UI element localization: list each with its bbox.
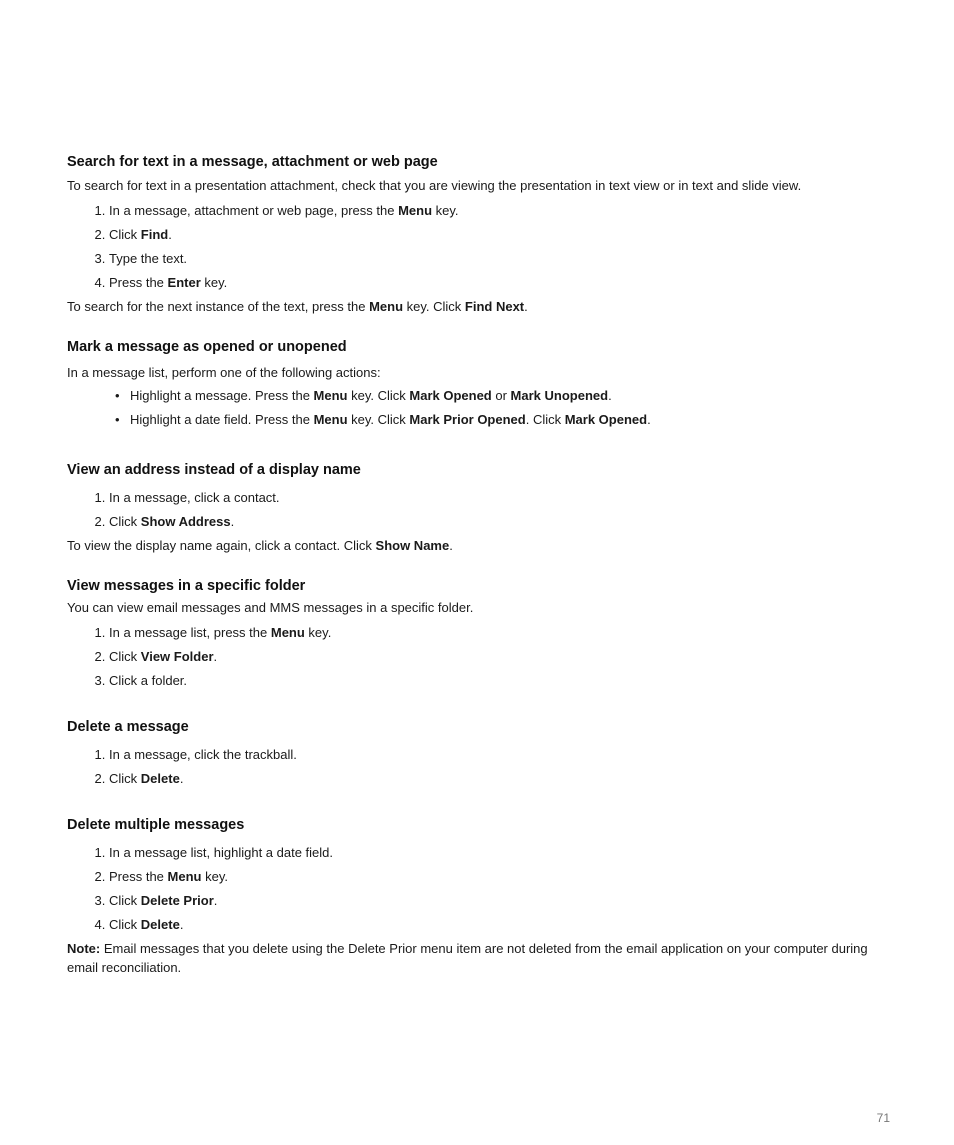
section-heading: Delete a message [67,719,189,735]
note-label: Note: [67,941,101,956]
list-item: 2. Click Show Address. [109,510,887,534]
section-heading: Search for text in a message, attachment or web page [67,154,438,170]
bullet-icon: • [115,412,120,427]
list-item: 2. Click Find. [109,223,887,247]
list-item: 1. In a message list, press the Menu key. [109,621,887,645]
section-intro: To search for text in a presentation attachment, check that you are viewing the presentation in text view or in text and slide view. [67,178,802,193]
list-item: 1. In a message list, highlight a date field. [109,841,887,865]
list-item: 3. Click Delete Prior. [109,889,887,913]
note-paragraph: Note: Email messages that you delete using the Delete Prior menu item are not deleted from the email application on your computer during email reconciliation. [67,941,868,975]
list-item: 4. Click Delete. [109,913,887,937]
steps-list [67,841,887,937]
list-item: 2. Click Delete. [109,767,887,791]
list-item: 1. In a message, attachment or web page, press the Menu key. [109,199,887,223]
list-item: 2. Click View Folder. [109,645,887,669]
list-item: 1. In a message, click the trackball. [109,743,887,767]
section-view-address [67,460,887,555]
section-heading: View an address instead of a display name [67,462,361,478]
list-item: 1. In a message, click a contact. [109,486,887,510]
bullet-icon: • [115,388,120,403]
steps-list [67,199,887,295]
list-item: 3. Type the text. [109,247,887,271]
section-followup: To view the display name again, click a contact. Click Show Name. [67,538,453,553]
page-number: 71 [876,1111,890,1125]
section-heading: Delete multiple messages [67,817,245,833]
list-item: • Highlight a date field. Press the Menu key. Click Mark Prior Opened. Click Mark Opened. [130,408,887,432]
list-item: 4. Press the Enter key. [109,271,887,295]
steps-list [67,621,887,693]
section-view-folder [67,576,887,693]
steps-list [67,486,887,534]
list-item: 2. Press the Menu key. [109,865,887,889]
section-intro: You can view email messages and MMS messages in a specific folder. [67,600,474,615]
section-heading: View messages in a specific folder [67,578,306,594]
section-mark-opened [67,337,887,432]
document-page [67,152,887,977]
section-search-text [67,152,887,316]
steps-list [67,743,887,791]
section-delete-multiple [67,815,887,977]
section-followup: To search for the next instance of the text, press the Menu key. Click Find Next. [67,299,528,314]
list-item: 3. Click a folder. [109,669,887,693]
section-intro: In a message list, perform one of the following actions: [67,365,381,380]
bullet-list [67,384,887,432]
section-heading: Mark a message as opened or unopened [67,339,347,355]
section-delete-message [67,717,887,791]
list-item: • Highlight a message. Press the Menu key. Click Mark Opened or Mark Unopened. [130,384,887,408]
